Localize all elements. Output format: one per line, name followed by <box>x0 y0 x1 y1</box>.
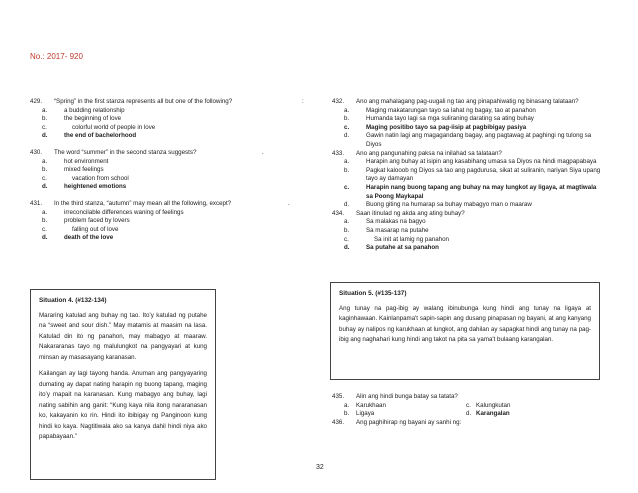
question-number: 430. <box>30 148 43 156</box>
option: b. mixed feelings <box>42 166 104 174</box>
question-text: Alin ang hindi bunga batay sa tatata? <box>356 393 458 400</box>
option: d. Buong giting na humarap sa buhay mabagyo man o maaraw <box>344 201 532 209</box>
option: a. a budding relationship <box>42 106 125 114</box>
option-answer: d. Sa putahe at sa panahon <box>344 244 439 252</box>
option-letter: d. <box>466 410 472 418</box>
question-433 <box>332 150 602 159</box>
option-row <box>332 410 602 419</box>
right-column <box>332 98 602 253</box>
option: a. hot environment <box>42 157 109 165</box>
question-429 <box>30 98 310 107</box>
option: a. irreconcilable differences waning of feelings <box>42 208 184 216</box>
option: d. Gawin natin lagi ang magagandang bagay, ang pagtawag at paghingi ng tulong sa Diyos <box>344 132 592 148</box>
option: b. problem faced by lovers <box>42 217 130 225</box>
option: a. Harapin ang buhay at isipin ang kasabihang umasa sa Diyos na hindi magpapabaya <box>344 158 597 166</box>
question-number: 435. <box>332 393 345 400</box>
option-answer: Karangalan <box>476 410 510 418</box>
option: b. Pagkat kalooob ng Diyos sa tao ang pagdurusa, sikat at suliranin, nariyan Siya upang tayo ay damayan <box>344 166 601 183</box>
option-answer: c. Maging positibo tayo sa pag-iisip at pagbibigay pasiya <box>344 123 527 131</box>
question-432 <box>332 98 602 107</box>
right-column-lower <box>332 393 602 427</box>
left-column <box>30 98 310 243</box>
situation-paragraph: Ang tunay na pag-ibig ay walang ibinubunga kung hindi ang tunay na ligaya at kaginhawaan. Kainlanpama't sapin-sapin ang dusang pinapasan ng bayani, at ang kanyang buhay ay nalipos ng karukhaan at lungkot, ang dahilan ay sapagkat hindi ang tunay na pag-ibig ang naghahari kung hindi ang takot na pita sa yama't bulaang karangalan. <box>339 304 591 343</box>
question-number: 429. <box>30 98 43 105</box>
option-text: Karukhaan <box>356 401 386 409</box>
option-text: Kalungkutan <box>476 401 511 409</box>
option: c. falling out of love <box>42 225 119 233</box>
option-row <box>332 402 602 411</box>
document-number: No.: 2017- 920 <box>30 52 83 61</box>
situation-paragraph: Kailangan ay lagi tayong handa. Anuman ang pangyayaring dumating ay dapat nating harapin ng buong tapang, maging ito’y mapait na karanasan. Kung mabagyo ang buhay, lagi nating sabihin ang ganit: “Kung kaya nila itong nararanasan ko, kakayanin ko rin. Hindi ito ibibigay ng Panginoon kung hindi ko kaya. Nagtitiwala ako sa kanya dahil hindi niya ako papabayaan.” <box>39 370 207 440</box>
question-430 <box>30 149 310 158</box>
question-text: In the third stanza, “autumn” may mean all the following, except? <box>54 199 232 207</box>
question-number: 433. <box>332 149 345 157</box>
question-text: The word “summer” in the second stanza suggests? <box>54 148 197 156</box>
margin-mark: . <box>288 200 290 207</box>
question-text: Ano ang pangunahing paksa na inilahad sa talataan? <box>356 149 502 157</box>
option: b. Humanda tayo lagi sa mga suliraning darating sa ating buhay <box>344 115 534 123</box>
option-letter: b. <box>344 410 350 418</box>
question-text: Ano ang mahalagang pag-uugali ng tao ang pinapahiwatig ng binasang talataan? <box>356 98 579 105</box>
question-text: “Spring” in the first stanza represents all but one of the following? <box>54 98 233 105</box>
option-answer: d. heightened emotions <box>42 183 127 191</box>
option-text: Ligaya <box>356 410 375 418</box>
question-text: Ang paghihirap ng bayani ay sanhi ng: <box>356 418 462 426</box>
option-letter: a. <box>344 401 350 409</box>
option-answer: d. the end of bachelorhood <box>42 132 137 140</box>
situation-paragraph: Mararing katulad ang buhay ng tao. Ito’y katulad ng putahe na “sweet and sour dish.” May matamis at maasim na lasa. Katulad din ito ng panahon, may mabagyo at maaraw. Nakararanas tayo ng malulungkot na pangyayari at kung minsan ay masasayang karanasan. <box>39 311 207 361</box>
option-letter: c. <box>466 401 471 409</box>
option: c. vacation from school <box>42 174 129 182</box>
situation-4-box <box>30 289 216 480</box>
margin-mark: : <box>302 99 304 105</box>
option: a. Maging makatarungan tayo sa lahat ng bagay, tao at panahon <box>344 106 536 114</box>
situation-5-box <box>330 282 600 380</box>
option: b. Sa masarap na putahe <box>344 226 429 234</box>
option: b. the beginning of love <box>42 115 122 123</box>
question-434 <box>332 210 602 219</box>
option-answer: d. death of the love <box>42 234 114 242</box>
option-answer: c. Harapin nang buong tapang ang buhay na may lungkot ay ligaya, at magtiwala sa Poong Maykapal <box>344 183 597 200</box>
situation-title: Situation 4. (#132-134) <box>39 297 107 304</box>
page-number: 32 <box>316 464 324 471</box>
question-435 <box>332 393 602 402</box>
question-number: 431. <box>30 199 43 207</box>
question-number: 434. <box>332 209 345 217</box>
question-436 <box>332 419 602 428</box>
question-text: Saan itinulad ng akda ang ating buhay? <box>356 209 465 217</box>
question-number: 432. <box>332 98 345 105</box>
situation-title: Situation 5. (#135-137) <box>339 290 407 297</box>
question-number: 436. <box>332 418 345 426</box>
question-431 <box>30 200 310 209</box>
option: c. colorful world of people in love <box>42 123 156 131</box>
option: c. Sa init at lamig ng panahon <box>344 235 449 243</box>
margin-mark: . <box>262 149 264 156</box>
option: a. Sa malakas na bagyo <box>344 218 426 226</box>
